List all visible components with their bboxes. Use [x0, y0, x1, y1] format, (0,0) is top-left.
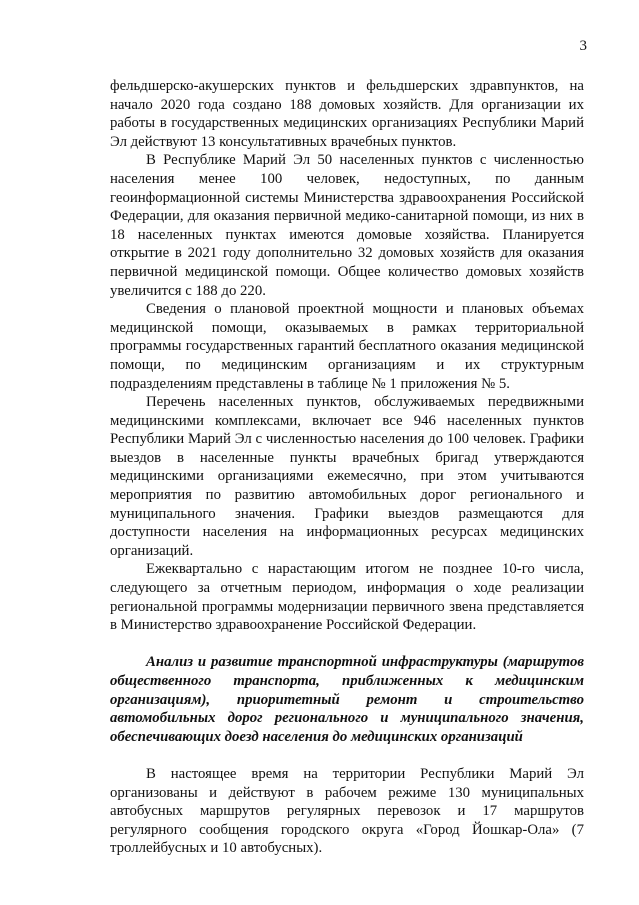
- paragraph-transport: В настоящее время на территории Республики Марий Эл организованы и действуют в рабочем режиме 130 муниципальных автобусных маршрутов регулярных перевозок и 17 маршрутов регулярного сообщения городского округа «Город Йошкар-Ола» (7 троллейбусных и 10 автобусных).: [110, 765, 584, 857]
- paragraph-mobile-complexes: Перечень населенных пунктов, обслуживаемых передвижными медицинскими комплексами, включает все 946 населенных пунктов Республики Марий Эл с численностью населения до 100 человек. Графики выездов в населенные пункты врачебных бригад утверждаются медицинскими организациями ежемесячно, при этом учитываются мероприятия по развитию автомобильных дорог регионального и муниципального значения. Графики выездов размещаются для доступности населения на информационных ресурсах медицинских организаций.: [110, 394, 584, 559]
- paragraph-quarterly-report: Ежеквартально с нарастающим итогом не позднее 10-го числа, следующего за отчетным периодом, информация о ходе реализации региональной программы модернизации первичного звена представляется в Министерство здравоохранение Российской Федерации.: [110, 561, 584, 634]
- document-body: [110, 77, 584, 858]
- paragraph-capacity: Сведения о плановой проектной мощности и плановых объемах медицинской помощи, оказываемых в рамках территориальной программы государственных гарантий бесплатного оказания медицинской помощи, по медицинским организациям и их структурным подразделениям представлены в таблице № 1 приложения № 5.: [110, 301, 584, 392]
- section-heading: Анализ и развитие транспортной инфраструктуры (маршрутов общественного транспорта, приближенных к медицинским организациям), приоритетный ремонт и строительство автомобильных дорог регионального и муниципального значения, обеспечивающих доезд населения до медицинских организаций: [110, 654, 584, 745]
- page-number: 3: [579, 38, 587, 54]
- paragraph-continuation: фельдшерско-акушерских пунктов и фельдшерских здравпунктов, на начало 2020 года создано 188 домовых хозяйств. Для организации их работы в государственных медицинских организациях Республики Марий Эл действуют 13 консультативных врачебных пунктов.: [110, 78, 584, 150]
- paragraph-settlements: В Республике Марий Эл 50 населенных пунктов с численностью населения менее 100 человек, недоступных, по данным геоинформационной системы Министерства здравоохранения Российской Федерации, для оказания первичной медико-санитарной помощи, из них в 18 населенных пунктах имеются домовые хозяйства. Планируется открытие в 2021 году дополнительно 32 домовых хозяйств для оказания первичной медицинской помощи. Общее количество домовых хозяйств увеличится с 188 до 220.: [110, 152, 584, 299]
